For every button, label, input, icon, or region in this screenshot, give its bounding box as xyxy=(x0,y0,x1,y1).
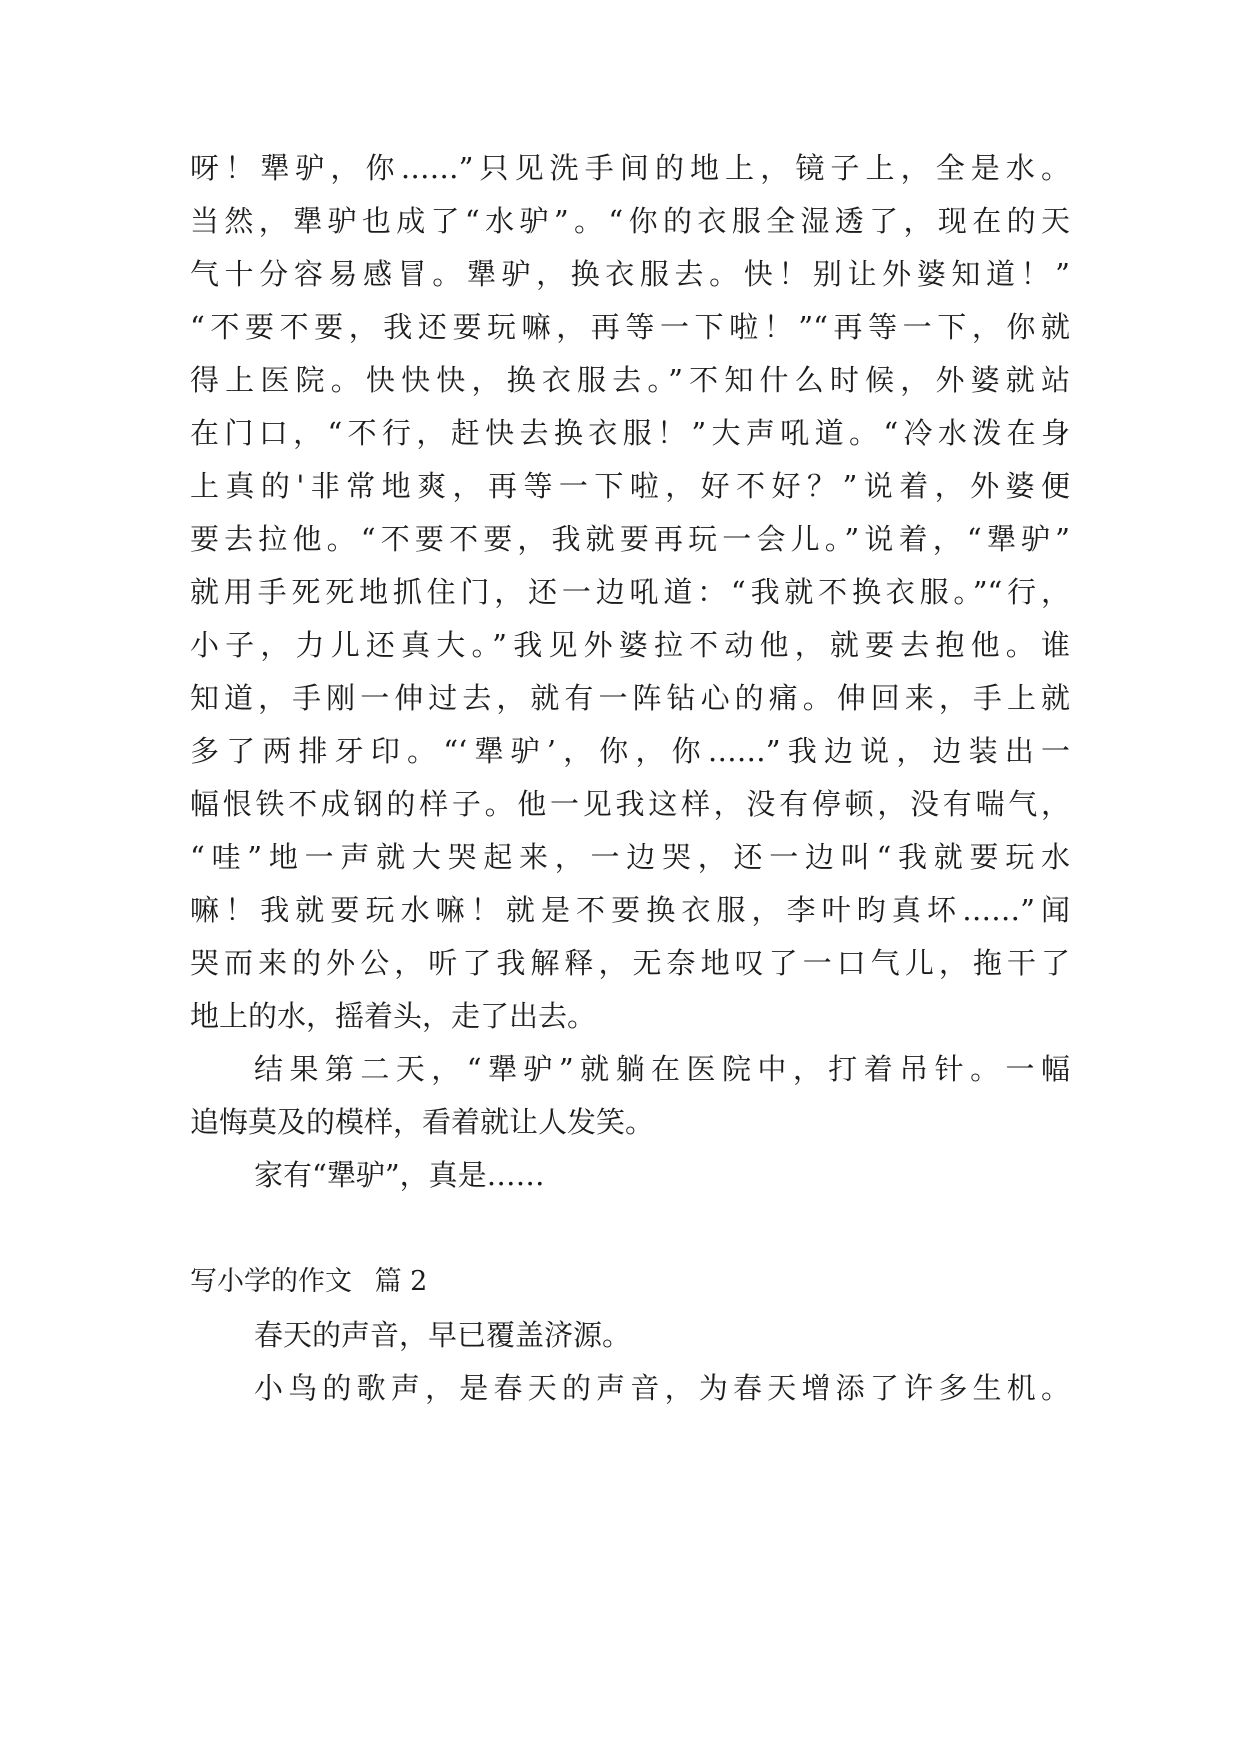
paragraph-line: 家有“犟驴”，真是…… xyxy=(254,1158,545,1192)
text-line: 小子，力儿还真大。”我见外婆拉不动他，就要去抱他。谁 xyxy=(190,628,1070,662)
paragraph-line: 结果第二天，“犟驴”就躺在医院中，打着吊针。一幅 xyxy=(254,1052,1070,1086)
text-line: 知道，手刚一伸过去，就有一阵钻心的痛。伸回来，手上就 xyxy=(190,681,1070,715)
text-line: 多了两排牙印。“‘犟驴’，你，你……”我边说，边装出一 xyxy=(190,734,1070,768)
text-line: 当然，犟驴也成了“水驴”。“你的衣服全湿透了，现在的天 xyxy=(190,204,1070,238)
paragraph-line: 小鸟的歌声，是春天的声音，为春天增添了许多生机。 xyxy=(254,1371,1070,1405)
text-line: “不要不要，我还要玩嘛，再等一下啦！”“再等一下，你就 xyxy=(190,310,1070,344)
text-line: 在门口，“不行，赶快去换衣服！”大声吼道。“冷水泼在身 xyxy=(190,416,1070,450)
text-line: 幅恨铁不成钢的样子。他一见我这样，没有停顿，没有喘气， xyxy=(190,787,1070,821)
text-line: 哭而来的外公，听了我解释，无奈地叹了一口气儿，拖干了 xyxy=(190,946,1070,980)
section-heading xyxy=(190,1262,427,1302)
section-title: 写小学的作文 xyxy=(190,1266,352,1297)
text-line: 嘛！我就要玩水嘛！就是不要换衣服，李叶昀真坏……”闻 xyxy=(190,893,1070,927)
text-line: 得上医院。快快快，换衣服去。”不知什么时候，外婆就站 xyxy=(190,363,1070,397)
text-line: 呀！犟驴，你……”只见洗手间的地上，镜子上，全是水。 xyxy=(190,151,1070,185)
text-line: 上真的'非常地爽，再等一下啦，好不好？”说着，外婆便 xyxy=(190,469,1070,503)
text-line: 地上的水，摇着头，走了出去。 xyxy=(190,999,597,1033)
text-line: “哇”地一声就大哭起来，一边哭，还一边叫“我就要玩水 xyxy=(190,840,1070,874)
paragraph-line: 春天的声音，早已覆盖济源。 xyxy=(254,1318,632,1352)
paragraph-line: 追悔莫及的模样，看着就让人发笑。 xyxy=(190,1105,655,1139)
text-line: 气十分容易感冒。犟驴，换衣服去。快！别让外婆知道！” xyxy=(190,257,1070,291)
text-line: 要去拉他。“不要不要，我就要再玩一会儿。”说着，“犟驴” xyxy=(190,522,1070,556)
text-line: 就用手死死地抓住门，还一边吼道：“我就不换衣服。”“行， xyxy=(190,575,1070,609)
section-number: 篇 2 xyxy=(374,1266,428,1297)
